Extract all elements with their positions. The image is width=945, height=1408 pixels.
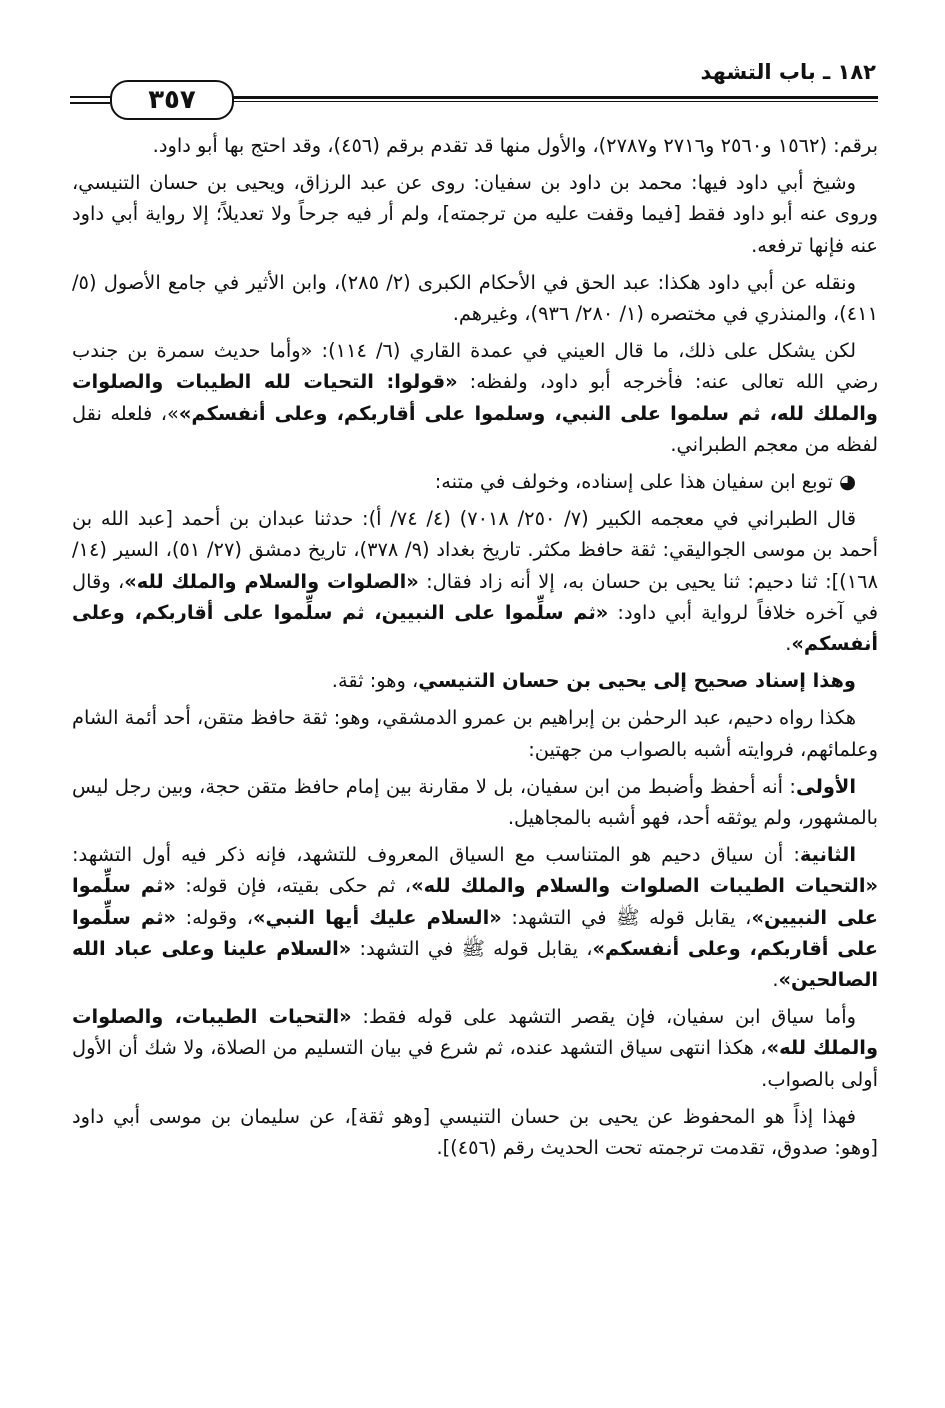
bold-quote: «ثم سلِّموا على النبيين، ثم سلِّموا على أقاربكم، وعلى أنفسكم» <box>72 600 878 656</box>
bold-quote: «التحيات الطيبات، والصلوات والملك لله» <box>72 1005 878 1060</box>
bold-quote: الأولى <box>795 774 856 798</box>
text-run: ، وهو: ثقة. <box>331 669 419 693</box>
text-run: »، فلعله نقل لفظه من معجم الطبراني. <box>72 401 878 456</box>
text-run: وشيخ أبي داود فيها: محمد بن داود بن سفيان: روى عن عبد الرزاق، ويحيى بن حسان التنيسي، وروى عنه أبو داود فقط [فيما وقفت عليه من ترجمته]، ولم أر فيه جرحاً ولا تعديلاً؛ إلا رواية أبي داود عنه فإنها ترفعه. <box>72 171 878 257</box>
body-text <box>72 130 878 1169</box>
paragraph <box>72 466 878 497</box>
text-run: ونقله عن أبي داود هكذا: عبد الحق في الأحكام الكبرى (٢/ ٢٨٥)، وابن الأثير في جامع الأصول (٥/ ٤١١)، والمنذري في مختصره (١/ ٢٨٠/ ٩٣٦)، وغيرهم. <box>72 270 878 326</box>
bold-quote: وهذا إسناد صحيح إلى يحيى بن حسان التنيسي <box>418 669 856 693</box>
text-run: . <box>772 968 779 992</box>
page-number-ornament <box>104 76 268 116</box>
bold-quote: «ثم سلِّموا على النبيين» <box>72 874 878 929</box>
bold-quote: «الصلوات والسلام والملك لله» <box>124 569 419 593</box>
bold-quote: الثانية <box>799 843 856 867</box>
text-run: قال الطبراني في معجمه الكبير (٧/ ٢٥٠/ ٧٠١٨) (٤/ ٧٤/ أ): حدثنا عبدان بن أحمد [عبد الله بن أحمد بن موسى الجواليقي: ثقة حافظ مكثر. تاريخ بغداد (٩/ ٣٧٨)، تاريخ دمشق (٢٧/ ٥١)، السير (١٤/ ١٦٨)]: ثنا دحيم: ثنا يحيى بن حسان به، إلا أنه زاد فقال: <box>72 507 878 593</box>
paragraph <box>72 130 878 161</box>
bold-quote: «السلام علينا وعلى عباد الله الصالحين» <box>72 936 878 992</box>
paragraph <box>72 1101 878 1163</box>
bold-quote: «قولوا: التحيات لله الطيبات والصلوات والملك لله، ثم سلموا على النبي، وسلموا على أقاربكم، وعلى أنفسكم» <box>72 370 878 425</box>
paragraph <box>72 503 878 659</box>
text-run: ◕ توبع ابن سفيان هذا على إسناده، وخولف في متنه: <box>434 470 856 494</box>
paragraph <box>72 1001 878 1095</box>
text-run: ، يقابل قوله ﷺ في التشهد: <box>501 905 752 929</box>
text-run: هكذا رواه دحيم، عبد الرحمٰن بن إبراهيم بن عمرو الدمشقي، وهو: ثقة حافظ متقن، أحد أئمة الشام وعلمائهم، فروايته أشبه بالصواب من جهتين: <box>72 706 878 761</box>
text-run: ، ثم حكى بقيته، فإن قوله: <box>175 874 412 898</box>
ornament-line <box>70 96 110 104</box>
text-run: فهذا إذاً هو المحفوظ عن يحيى بن حسان التنيسي [وهو ثقة]، عن سليمان بن موسى أبي داود [وهو: صدوق، تقدمت ترجمته تحت الحديث رقم (٤٥٦)]. <box>72 1104 878 1160</box>
text-run: . <box>785 632 792 656</box>
paragraph <box>72 702 878 764</box>
text-run: ، يقابل قوله ﷺ في التشهد: <box>351 936 593 960</box>
page-number: ٣٥٧ <box>110 80 234 120</box>
bold-quote: «السلام عليك أيها النبي» <box>253 905 502 929</box>
text-run: وأما سياق ابن سفيان، فإن يقصر التشهد على قوله فقط: <box>351 1005 856 1029</box>
chapter-title: ١٨٢ ـ باب التشهد <box>700 60 876 84</box>
page-header <box>70 58 878 115</box>
paragraph <box>72 665 878 696</box>
paragraph <box>72 839 878 995</box>
text-run: لكن يشكل على ذلك، ما قال العيني في عمدة القاري (٦/ ١١٤): «وأما حديث سمرة بن جندب رضي الله تعالى عنه: فأخرجه أبو داود، ولفظه: <box>72 339 879 394</box>
paragraph <box>72 167 878 261</box>
text-run: ، وقال في آخره خلافاً لرواية أبي داود: <box>72 569 879 624</box>
text-run: برقم: (١٥٦٢ و٢٥٦٠ و٢٧١٦ و٢٧٨٧)، والأول منها قد تقدم برقم (٤٥٦)، وقد احتج بها أبو داود. <box>152 134 878 157</box>
text-run: : أنه أحفظ وأضبط من ابن سفيان، بل لا مقارنة بين إمام حافظ متقن حجة، وبين رجل ليس بالمشهور، ولم يوثقه أحد، فهو أشبه بالمجاهيل. <box>72 774 878 830</box>
text-run: : أن سياق دحيم هو المتناسب مع السياق المعروف للتشهد، فإنه ذكر فيه أول التشهد: <box>72 843 800 867</box>
paragraph <box>72 267 878 329</box>
bold-quote: «التحيات الطيبات الصلوات والسلام والملك لله» <box>411 874 878 898</box>
bold-quote: «ثم سلِّموا على أقاربكم، وعلى أنفسكم» <box>72 905 878 960</box>
paragraph <box>72 335 878 460</box>
paragraph <box>72 771 878 833</box>
text-run: ، هكذا انتهى سياق التشهد عنده، ثم شرع في بيان التسليم من الصلاة، ولا شك أن الأول أولى بالصواب. <box>72 1036 878 1091</box>
text-run: ، وقوله: <box>176 905 253 929</box>
